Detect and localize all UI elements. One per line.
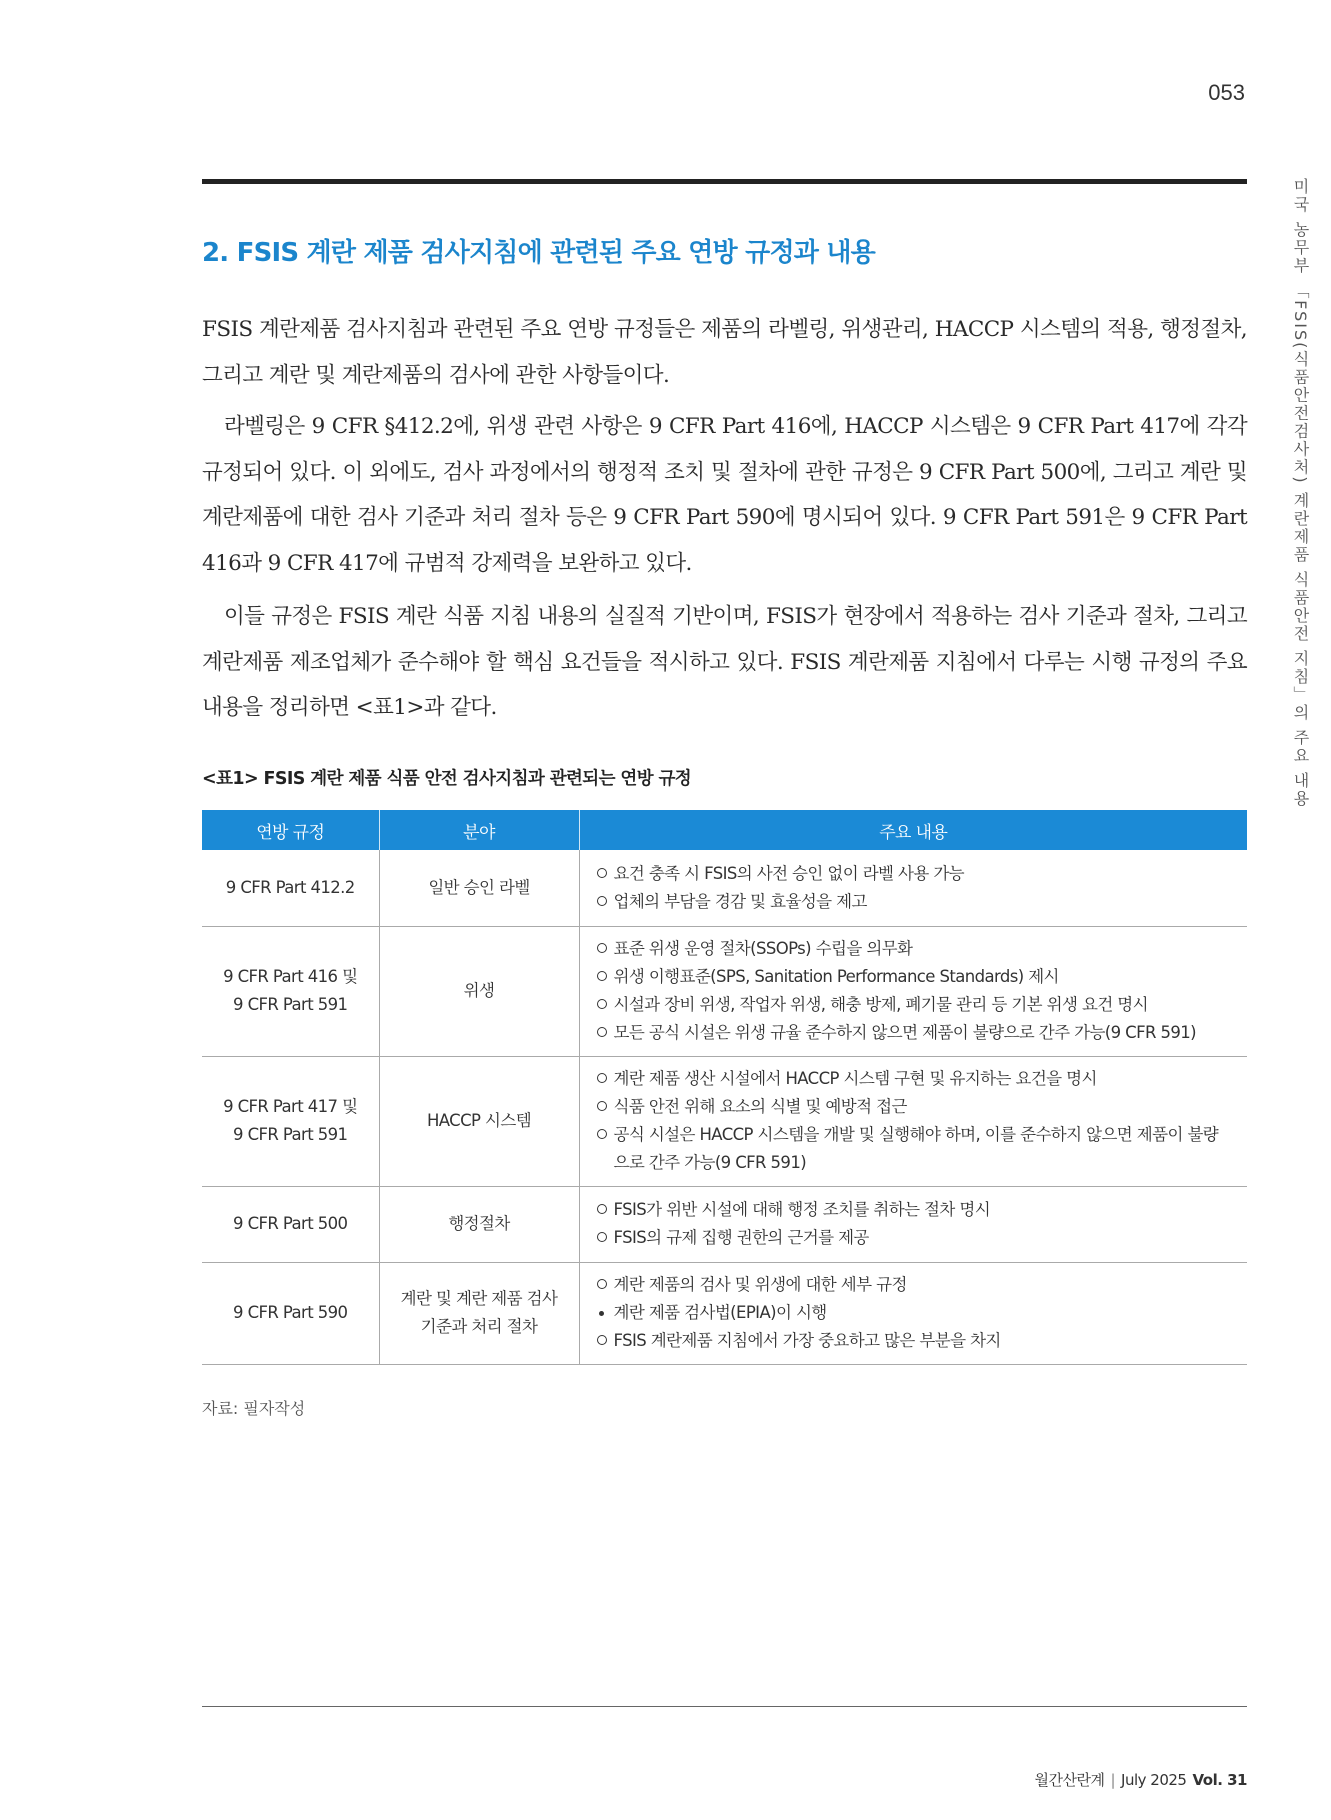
content-list (596, 1196, 1232, 1252)
table-row (202, 1056, 1247, 1186)
bullet-circle-icon (597, 1335, 607, 1345)
footer (900, 1769, 1247, 1790)
paragraph-2: 라벨링은 9 CFR §412.2에, 위생 관련 사항은 9 CFR Part 416에, HACCP 시스템은 9 CFR Part 417에 각각 규정되어 있다. 이 외에도, 검사 과정에서의 행정적 조치 및 절차에 관한 규정은 9 CFR Part 500에, 그리고 계란 및 계란제품에 대한 검사 기준과 처리 절차 등은 9 CFR Part 590에 명시되어 있다. 9 CFR Part 591은 9 CFR Part 416과 9 CFR 417에 규범적 강제력을 보완하고 있다. (202, 414, 1247, 576)
content-item-text: 계란 제품의 검사 및 위생에 대한 세부 규정 (613, 1275, 907, 1294)
cell-main-content (579, 850, 1247, 926)
cell-field (379, 926, 579, 1056)
field-line: 일반 승인 라벨 (428, 877, 530, 897)
content-list (596, 1271, 1232, 1355)
bottom-rule (202, 1706, 1247, 1707)
content-item (596, 963, 1232, 991)
field-line: HACCP 시스템 (426, 1111, 532, 1130)
bullet-circle-icon (597, 971, 607, 981)
content-item (596, 991, 1232, 1019)
content-item-text: 공식 시설은 HACCP 시스템을 개발 및 실행해야 하며, 이를 준수하지 않으면 제품이 불량으로 간주 가능(9 CFR 591) (613, 1125, 1219, 1172)
table-row (202, 1186, 1247, 1262)
content-list (596, 860, 1232, 916)
table-row (202, 926, 1247, 1056)
regulation-table (202, 810, 1247, 1365)
cell-regulation (202, 1262, 379, 1364)
content-item-text: 시설과 장비 위생, 작업자 위생, 해충 방제, 폐기물 관리 등 기본 위생 요건 명시 (613, 995, 1148, 1014)
content-item-text: 업체의 부담을 경감 및 효율성을 제고 (613, 891, 867, 911)
cell-main-content (579, 926, 1247, 1056)
table-caption: <표1> FSIS 계란 제품 식품 안전 검사지침과 관련되는 연방 규정 (202, 769, 692, 789)
bullet-circle-icon (597, 1129, 607, 1139)
footer-issue: July 2025 (1121, 1771, 1187, 1789)
cell-main-content (579, 1186, 1247, 1262)
content-list (596, 935, 1232, 1047)
bullet-circle-icon (597, 1232, 607, 1242)
content-item (596, 1065, 1232, 1093)
header-main-content: 주요 내용 (579, 810, 1247, 850)
field-line: 계란 및 계란 제품 검사 (400, 1289, 558, 1308)
cell-field (379, 1262, 579, 1364)
regulation-line: 9 CFR Part 590 (233, 1303, 348, 1322)
content-item (596, 1271, 1232, 1299)
footer-volume: Vol. 31 (1192, 1771, 1247, 1789)
content-item-text: 모든 공식 시설은 위생 규율 준수하지 않으면 제품이 불량으로 간주 가능(9 CFR 591) (613, 1023, 1197, 1042)
header-federal-regulation: 연방 규정 (202, 810, 379, 850)
footer-separator: | (1110, 1771, 1116, 1789)
table-header-row (202, 810, 1247, 850)
content-item-text: 계란 제품 검사법(EPIA)이 시행 (613, 1303, 827, 1322)
cell-regulation (202, 1186, 379, 1262)
content-item (596, 1196, 1232, 1224)
bullet-circle-icon (597, 868, 607, 878)
cell-field (379, 1056, 579, 1186)
regulation-line: 9 CFR Part 412.2 (225, 877, 355, 897)
content-item-text: 식품 안전 위해 요소의 식별 및 예방적 접근 (613, 1097, 907, 1116)
content-list (596, 1065, 1232, 1177)
content-item (596, 1019, 1232, 1047)
bullet-dot-icon (599, 1311, 604, 1316)
regulation-line: 9 CFR Part 417 및 (223, 1097, 358, 1116)
cell-regulation (202, 850, 379, 926)
content-item (596, 860, 1232, 888)
content-item-text: FSIS 계란제품 지침에서 가장 중요하고 많은 부분을 차지 (613, 1331, 1001, 1350)
bullet-circle-icon (597, 1073, 607, 1083)
content-item (596, 1121, 1232, 1177)
table-row (202, 1262, 1247, 1364)
content-item-text: FSIS의 규제 집행 권한의 근거를 제공 (613, 1228, 869, 1247)
content-item (596, 888, 1232, 916)
bullet-circle-icon (597, 943, 607, 953)
content-item-text: 표준 위생 운영 절차(SSOPs) 수립을 의무화 (613, 939, 913, 958)
field-line: 행정절차 (448, 1214, 510, 1233)
bullet-circle-icon (597, 1204, 607, 1214)
section-title: 2. FSIS 계란 제품 검사지침에 관련된 주요 연방 규정과 내용 (202, 238, 875, 268)
regulation-line: 9 CFR Part 500 (233, 1214, 348, 1233)
regulation-line: 9 CFR Part 591 (233, 1125, 348, 1144)
paragraph-3: 이들 규정은 FSIS 계란 식품 지침 내용의 실질적 기반이며, FSIS가 현장에서 적용하는 검사 기준과 절차, 그리고 계란제품 제조업체가 준수해야 할 핵심 요건들을 적시하고 있다. FSIS 계란제품 지침에서 다루는 시행 규정의 주요 내용을 정리하면 <표1>과 같다. (202, 604, 1247, 720)
header-field: 분야 (379, 810, 579, 850)
page-number: 053 (1208, 80, 1245, 105)
regulation-line: 9 CFR Part 416 및 (223, 967, 358, 986)
paragraph-1: FSIS 계란제품 검사지침과 관련된 주요 연방 규정들은 제품의 라벨링, 위생관리, HACCP 시스템의 적용, 행정절차, 그리고 계란 및 계란제품의 검사에 관한 사항들이다. (202, 317, 1247, 388)
cell-regulation (202, 1056, 379, 1186)
content-item-text: 위생 이행표준(SPS, Sanitation Performance Standards) 제시 (613, 967, 1059, 986)
cell-field (379, 850, 579, 926)
content-item (596, 1299, 1232, 1327)
cell-main-content (579, 1056, 1247, 1186)
cell-regulation (202, 926, 379, 1056)
cell-field (379, 1186, 579, 1262)
bullet-circle-icon (597, 1101, 607, 1111)
content-item (596, 1093, 1232, 1121)
content-item (596, 935, 1232, 963)
content-item-text: 계란 제품 생산 시설에서 HACCP 시스템 구현 및 유지하는 요건을 명시 (613, 1069, 1097, 1088)
cell-main-content (579, 1262, 1247, 1364)
source-note: 자료: 필자작성 (202, 1399, 306, 1418)
content-item (596, 1327, 1232, 1355)
content-item (596, 1224, 1232, 1252)
field-line: 기준과 처리 절차 (420, 1317, 538, 1336)
bullet-circle-icon (597, 999, 607, 1009)
content-item-text: FSIS가 위반 시설에 대해 행정 조치를 취하는 절차 명시 (613, 1200, 991, 1219)
content-item-text: 요건 충족 시 FSIS의 사전 승인 없이 라벨 사용 가능 (613, 863, 965, 883)
footer-magazine: 월간산란계 (1034, 1771, 1105, 1789)
bullet-circle-icon (597, 1027, 607, 1037)
table-row (202, 850, 1247, 926)
top-rule (202, 179, 1247, 184)
side-running-title: 미국 농무부 「FSIS(식품안전검사처) 계란제품 식품안전 지침」의 주요 내용 (1291, 178, 1310, 809)
regulation-line: 9 CFR Part 591 (233, 995, 348, 1014)
field-line: 위생 (463, 981, 495, 1000)
bullet-circle-icon (597, 896, 607, 906)
bullet-circle-icon (597, 1279, 607, 1289)
